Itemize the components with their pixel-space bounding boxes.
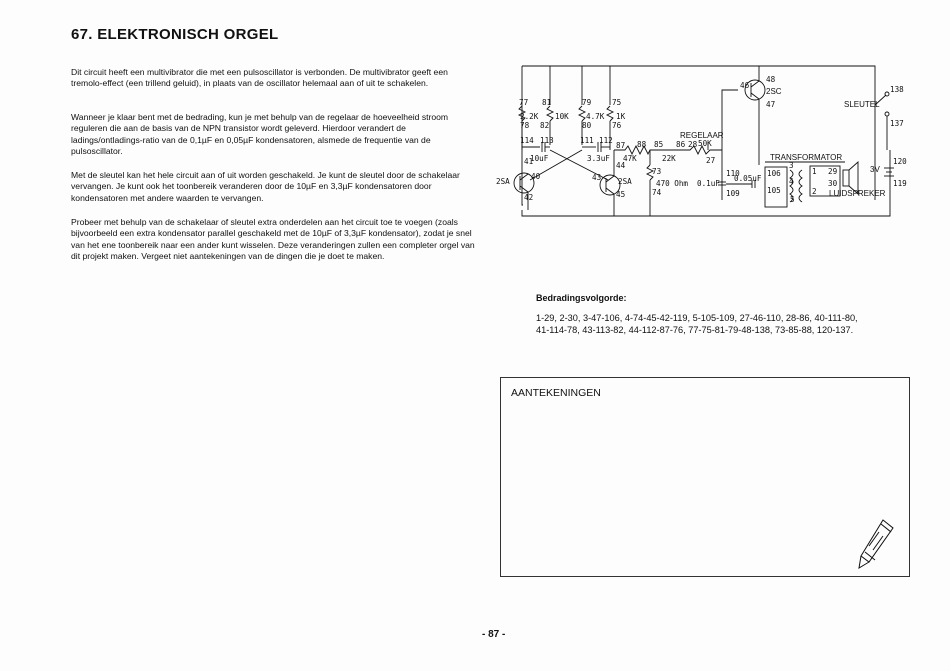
resistor-1k-label: 1K — [616, 112, 626, 121]
terminal-88: 88 — [637, 140, 647, 149]
terminal-42: 42 — [524, 193, 534, 202]
terminal-3: 3 — [789, 161, 794, 170]
terminal-82: 82 — [540, 121, 550, 130]
wiring-heading: Bedradingsvolgorde: — [536, 293, 627, 303]
terminal-109: 109 — [726, 189, 740, 198]
terminal-119: 119 — [893, 179, 907, 188]
terminal-44: 44 — [616, 161, 626, 170]
terminal-75: 75 — [612, 98, 622, 107]
terminal-86: 86 — [676, 140, 686, 149]
pencil-icon — [857, 516, 897, 572]
page-number: - 87 - — [482, 629, 506, 640]
terminal-28: 28 — [688, 140, 698, 149]
speaker-label: LUIDSPREKER — [829, 189, 886, 198]
terminal-110: 110 — [726, 169, 740, 178]
terminal-79: 79 — [582, 98, 592, 107]
regulator-label: REGELAAR — [680, 131, 724, 140]
terminal-137: 137 — [890, 119, 904, 128]
pot-50k-label: 50K — [698, 139, 712, 148]
terminal-76: 76 — [612, 121, 622, 130]
terminal-1: 1 — [812, 167, 817, 176]
terminal-27: 27 — [706, 156, 716, 165]
battery-label: 3V — [870, 165, 880, 174]
terminal-43: 43 — [592, 173, 602, 182]
intro-paragraph: Dit circuit heeft een multivibrator die met een pulsoscillator is verbonden. De multivibrator geeft een tremolo-effect (een trillend geluid), in plaats van de oscillator helemaal aan of uit te schakelen. — [71, 67, 448, 89]
terminal-87: 87 — [616, 141, 626, 150]
terminal-4: 4 — [789, 177, 794, 186]
wiring-sequence: 1-29, 2-30, 3-47-106, 4-74-45-42-119, 5-105-109, 27-46-110, 28-86, 40-111-80, 41-114-78, 43-113-82, 44-112-87-76, 77-75-81-79-48-138, 73-85-88, 120-137. — [536, 313, 858, 335]
cap-0u1f-label: 0.1uF — [697, 179, 720, 188]
terminal-112: 112 — [599, 136, 613, 145]
terminal-78: 78 — [520, 121, 530, 130]
resistor-10k-label: 10K — [555, 112, 569, 121]
terminal-2: 2 — [812, 187, 817, 196]
terminal-45: 45 — [616, 190, 626, 199]
notes-box[interactable] — [500, 377, 910, 577]
transistor-mid-label: 2SA — [618, 177, 632, 186]
cap-0u05f-label: 0.05uF — [734, 174, 762, 183]
experiment-paragraph: Probeer met behulp van de schakelaar of sleutel extra onderdelen aan het circuit toe te voegen (zoals bijvoorbeeld een extra kondensator parallel geschakeld met de 10µF of 3,3µF kondensator), zodat je snel van het ene toonbereik naar een ander kunt wisselen. Deze veranderingen zullen een completer orgel van dit projekt maken. Vergeet niet aantekeningen van de dingen die je doet te maken. — [71, 217, 475, 261]
terminal-106: 106 — [767, 169, 781, 178]
terminal-29: 29 — [828, 167, 838, 176]
page-title: 67. ELEKTRONISCH ORGEL — [71, 26, 279, 43]
terminal-120: 120 — [893, 157, 907, 166]
terminal-74: 74 — [652, 188, 662, 197]
regulator-paragraph: Wanneer je klaar bent met de bedrading, kun je met behulp van de regelaar de hoeveelheid stroom reguleren die aan de basis van de NPN transistor wordt geleverd. Hierdoor verandert de ladings/ontladings-ratio van de 0,1µF en 0,05µF kondensatoren, alsmede de frequentie van de pulsoscillator. — [71, 112, 449, 156]
terminal-40: 40 — [531, 172, 541, 181]
terminal-138: 138 — [890, 85, 904, 94]
resistor-470-label: 470 Ohm — [656, 179, 689, 188]
terminal-77: 77 — [519, 98, 529, 107]
key-paragraph: Met de sleutel kan het hele circuit aan of uit worden geschakeld. Je kunt de sleutel door de schakelaar vervangen. Je kunt ook het toonbereik veranderen door de 10µF en 3,3µF kondensatoren door kondensatoren met andere waarden te vervangen. — [71, 170, 460, 203]
notes-title: AANTEKENINGEN — [511, 387, 601, 399]
terminal-5: 5 — [790, 195, 795, 204]
terminal-30: 30 — [828, 179, 838, 188]
terminal-111: 111 — [580, 136, 594, 145]
cap-10uf-label: 10uF — [530, 154, 549, 163]
terminal-113: 113 — [540, 136, 554, 145]
resistor-2k2-label: 2.2K — [520, 112, 539, 121]
transistor-right-label: 2SC — [766, 87, 782, 96]
terminal-105: 105 — [767, 186, 781, 195]
terminal-81: 81 — [542, 98, 552, 107]
terminal-85: 85 — [654, 140, 664, 149]
transistor-left-label: 2SA — [496, 177, 510, 186]
terminal-48: 48 — [766, 75, 776, 84]
key-label: SLEUTEL — [844, 100, 880, 109]
circuit-diagram — [490, 50, 910, 250]
terminal-41: 41 — [524, 157, 534, 166]
terminal-46: 46 — [740, 81, 750, 90]
resistor-47k-label: 47K — [623, 154, 637, 163]
cap-3u3f-label: 3.3uF — [587, 154, 610, 163]
terminal-73: 73 — [652, 167, 662, 176]
resistor-4k7-label: 4.7K — [586, 112, 605, 121]
resistor-22k-label: 22K — [662, 154, 676, 163]
transformer-label: TRANSFORMATOR — [770, 153, 843, 162]
terminal-80: 80 — [582, 121, 592, 130]
terminal-114: 114 — [520, 136, 534, 145]
terminal-47: 47 — [766, 100, 776, 109]
